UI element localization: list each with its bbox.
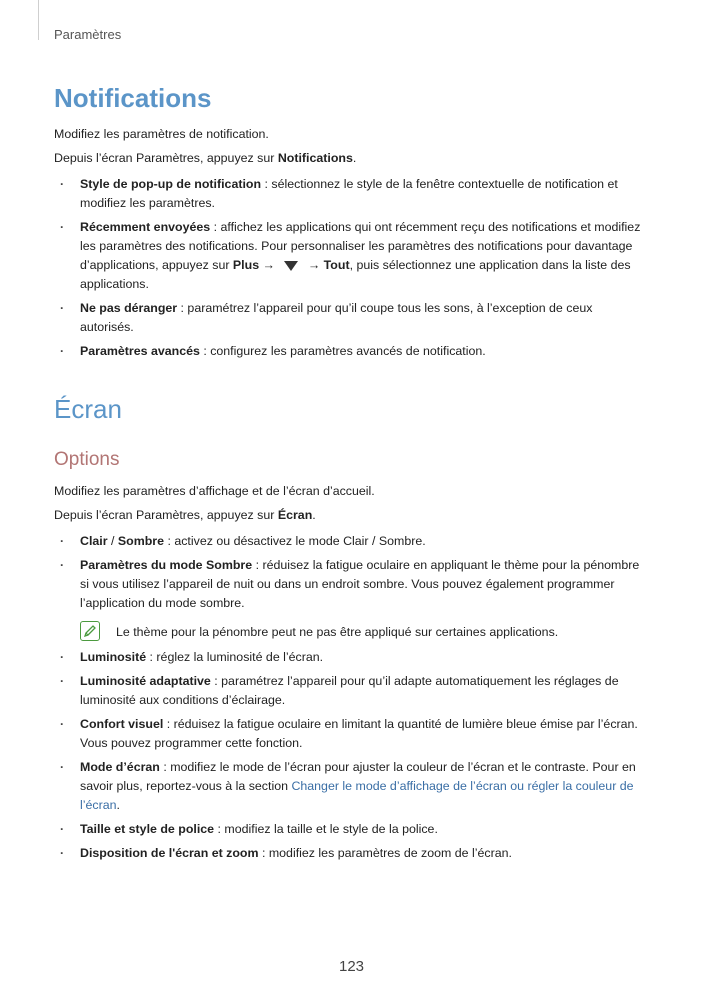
list-item: · Style de pop-up de notification : sélectionnez le style de la fenêtre contextuelle de notification et modifiez les paramètres. <box>54 175 646 213</box>
section-title-notifications: Notifications <box>54 83 212 113</box>
list-item: · Confort visuel : réduisez la fatigue oculaire en limitant la quantité de lumière bleue émise par l’écran. Vous pouvez programmer cette fonction. <box>54 715 646 753</box>
note-text: Le thème pour la pénombre peut ne pas être appliqué sur certaines applications. <box>116 625 559 639</box>
notifications-list <box>54 175 646 361</box>
notifications-path: Depuis l’écran Paramètres, appuyez sur Notifications. <box>54 151 357 165</box>
section-title-ecran: Écran <box>54 394 122 424</box>
note <box>54 621 646 643</box>
list-item: · Paramètres avancés : configurez les paramètres avancés de notification. <box>54 342 646 361</box>
list-item: · Paramètres du mode Sombre : réduisez la fatigue oculaire en appliquant le thème pour la pénombre si vous utilisez l’appareil de nuit ou dans un endroit sombre. Vous pouvez également programmer l’application du mode sombre. <box>54 556 646 613</box>
header-rule <box>38 0 39 40</box>
list-item: · Disposition de l'écran et zoom : modifiez les paramètres de zoom de l’écran. <box>54 844 646 863</box>
ecran-intro: Modifiez les paramètres d’affichage et de l’écran d’accueil. <box>54 484 375 498</box>
list-item: · Récemment envoyées : affichez les applications qui ont récemment reçu des notifications et modifiez les paramètres des notifications. Pour personnaliser les paramètres des notifications pour davantage d’applications, appuyez sur Plus → → Tout, puis sélectionnez une application dans la liste des applications. <box>54 218 646 294</box>
cross-reference-link[interactable]: Changer le mode d’affichage de l’écran ou régler la couleur de l’écran <box>80 779 634 812</box>
list-item: · Luminosité adaptative : paramétrez l’appareil pour qu’il adapte automatiquement les réglages de luminosité aux conditions d’éclairage. <box>54 672 646 710</box>
notifications-intro: Modifiez les paramètres de notification. <box>54 127 269 141</box>
list-item: · Taille et style de police : modifiez la taille et le style de la police. <box>54 820 646 839</box>
ecran-list <box>54 532 646 613</box>
list-item: · Mode d’écran : modifiez le mode de l’écran pour ajuster la couleur de l’écran et le contraste. Pour en savoir plus, reportez-vous à la section Changer le mode d’affichage de l’écran ou régler la couleur de l’écran. <box>54 758 646 815</box>
list-item: · Luminosité : réglez la luminosité de l’écran. <box>54 648 646 667</box>
subsection-title-options: Options <box>54 449 120 470</box>
note-pencil-icon <box>80 621 100 641</box>
dropdown-triangle-icon <box>284 261 298 271</box>
list-item: · Ne pas déranger : paramétrez l’appareil pour qu’il coupe tous les sons, à l’exception de ceux autorisés. <box>54 299 646 337</box>
ecran-list-2 <box>54 648 646 863</box>
list-item: · Clair / Sombre : activez ou désactivez le mode Clair / Sombre. <box>54 532 646 551</box>
header-title: Paramètres <box>54 27 122 42</box>
page-content <box>54 80 646 863</box>
page-number: 123 <box>338 958 365 975</box>
ecran-path: Depuis l’écran Paramètres, appuyez sur Écran. <box>54 508 316 522</box>
